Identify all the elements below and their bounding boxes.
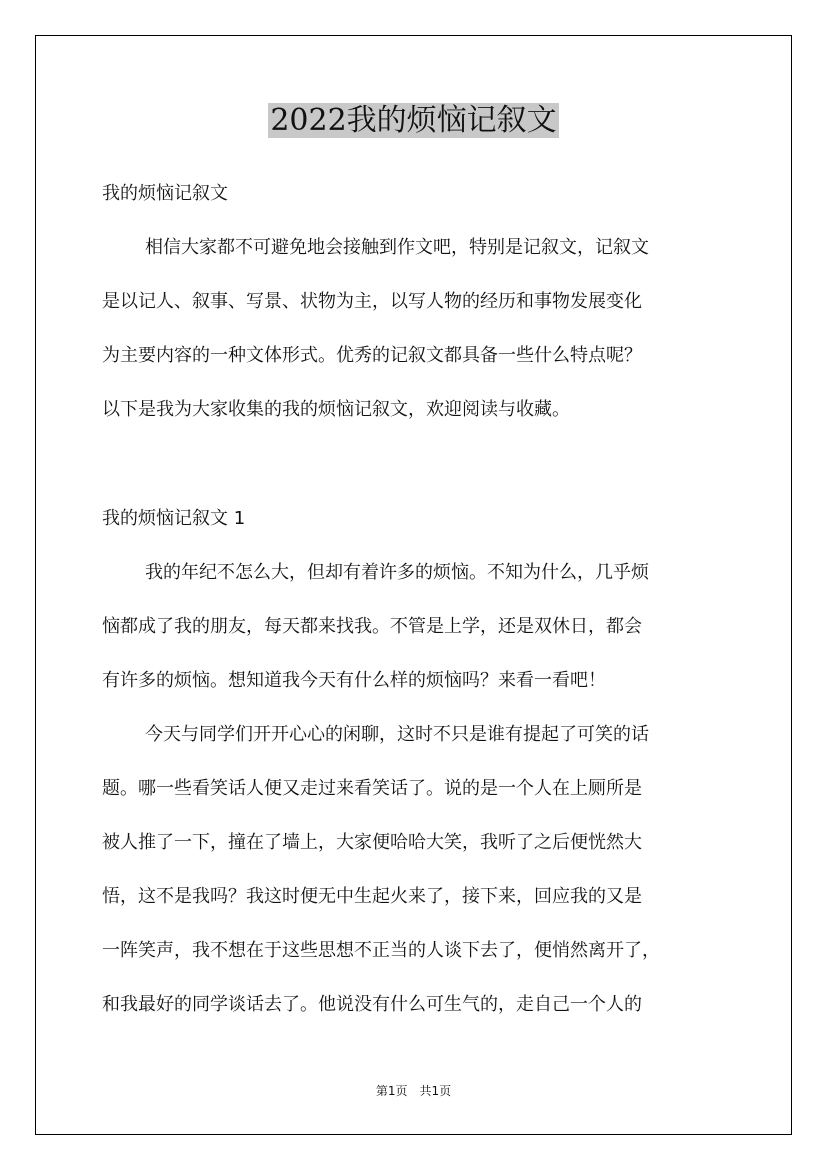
paragraph-line: 题。哪一些看笑话人便又走过来看笑话了。说的是一个人在上厕所是 — [102, 778, 642, 799]
subtitle: 我的烦恼记叙文 — [102, 183, 228, 204]
section-heading: 我的烦恼记叙文 1 — [102, 508, 246, 529]
document-title: 2022我的烦恼记叙文 — [270, 103, 557, 138]
paragraph-line: 和我最好的同学谈话去了。他说没有什么可生气的，走自己一个人的 — [102, 994, 642, 1015]
intro-line: 为主要内容的一种文体形式。优秀的记叙文都具备一些什么特点呢？ — [102, 345, 642, 366]
paragraph-line: 被人推了一下，撞在了墙上，大家便哈哈大笑，我听了之后便恍然大 — [102, 832, 642, 853]
page-footer: 第1页 共1页 — [375, 1084, 452, 1098]
intro-line: 相信大家都不可避免地会接触到作文吧，特别是记叙文，记叙文 — [145, 237, 649, 258]
intro-line: 是以记人、叙事、写景、状物为主，以写人物的经历和事物发展变化 — [102, 291, 642, 312]
paragraph-line: 今天与同学们开开心心的闲聊，这时不只是谁有提起了可笑的话 — [145, 724, 649, 745]
document-title-wrap — [0, 100, 827, 142]
paragraph-line: 一阵笑声，我不想在于这些思想不正当的人谈下去了，便悄然离开了， — [102, 940, 660, 961]
paragraph-line: 我的年纪不怎么大，但却有着许多的烦恼。不知为什么，几乎烦 — [145, 562, 649, 583]
paragraph-line: 恼都成了我的朋友，每天都来找我。不管是上学，还是双休日，都会 — [102, 616, 642, 637]
paragraph-line: 悟，这不是我吗？我这时便无中生起火来了，接下来，回应我的又是 — [102, 886, 642, 907]
paragraph-line: 有许多的烦恼。想知道我今天有什么样的烦恼吗？来看一看吧！ — [102, 670, 606, 691]
intro-line: 以下是我为大家收集的我的烦恼记叙文，欢迎阅读与收藏。 — [102, 399, 570, 420]
